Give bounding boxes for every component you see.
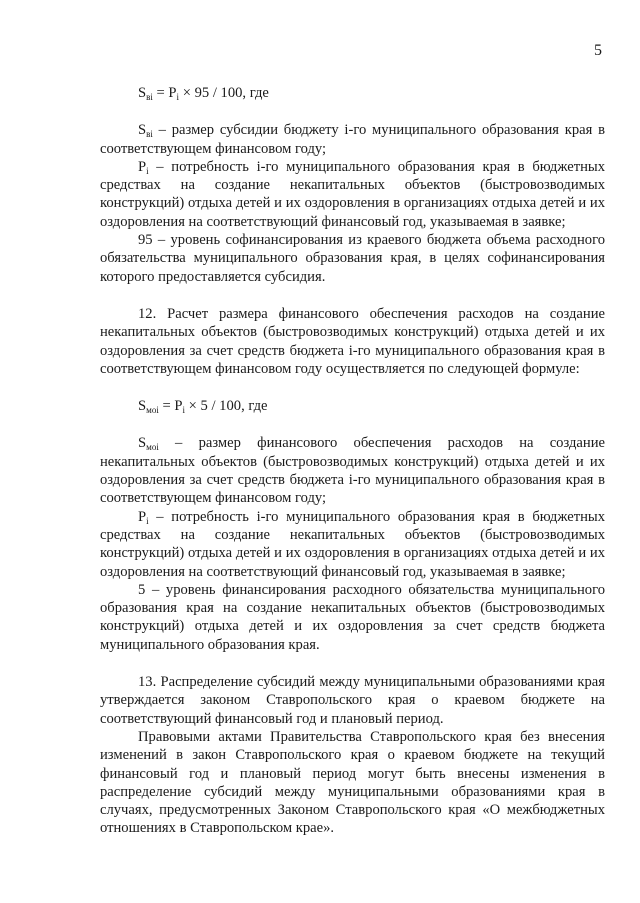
page-number: 5 (594, 42, 602, 59)
section-12-paragraph: 12. Расчет размера финансового обеспечения расходов на создание некапитальных объектов (быстровозводимых конструкций) отдыха детей и их оздоровления за счет средств бюджета i-го муниципального образования края в соответствующем финансовом году осуществляется по следующей формуле: (100, 305, 605, 377)
definition-need: $P_i$ – потребность i-го муниципального образования края в бюджетных средствах на создание некапитальных объектов (быстровозводимых конструкций) отдыха детей и их оздоровления в организациях отдыха детей и их оздоровления на соответствующий финансовый год, указываемая в заявке; (100, 158, 605, 230)
document-body (100, 84, 605, 838)
formula-subsidy: $S_{вi} = P_i \times 95 / 100$, где (138, 85, 269, 102)
section-13-amendments-paragraph: Правовыми актами Правительства Ставропольского края без внесения изменений в закон Ставропольского края о краевом бюджете на текущий финансовый год и плановый период могут быть внесены изменения в распределение субсидий между муниципальными образованиями края в случаях, предусмотренных Законом Ставропольского края «О межбюджетных отношениях в Ставропольском крае». (100, 728, 605, 837)
definition-subsidy: $S_{вi}$ – размер субсидии бюджету i-го муниципального образования края в соответствующем финансовом году; (100, 122, 605, 157)
definition-rate-5: 5 – уровень финансирования расходного обязательства муниципального образования края на создание некапитальных объектов (быстровозводимых конструкций) отдыха детей и их оздоровления за счет средств бюджета муниципального образования края. (100, 581, 605, 653)
definition-rate-95: 95 – уровень софинансирования из краевого бюджета объема расходного обязательства муниципального образования края, в целях софинансирования которого предоставляется субсидия. (100, 232, 605, 285)
section-13-paragraph: 13. Распределение субсидий между муниципальными образованиями края утверждается законом Ставропольского края о краевом бюджете на соответствующий финансовый год и плановый период. (100, 674, 605, 727)
formula-municipal: $S_{мoi} = P_i \times 5 / 100$, где (138, 398, 268, 416)
definition-need-2: $P_i$ – потребность i-го муниципального образования края в бюджетных средствах на создание некапитальных объектов (быстровозводимых конструкций) отдыха детей и их оздоровления в организациях отдыха детей и их оздоровления на соответствующий финансовый год, указываемая в заявке; (100, 508, 605, 580)
definition-municipal-funding: $S_{мoi}$ – размер финансового обеспечения расходов на создание некапитальных объектов (быстровозводимых конструкций) отдыха детей и их оздоровления за счет средств бюджета i-го муниципального образования края в соответствующем финансовом году; (100, 435, 605, 507)
